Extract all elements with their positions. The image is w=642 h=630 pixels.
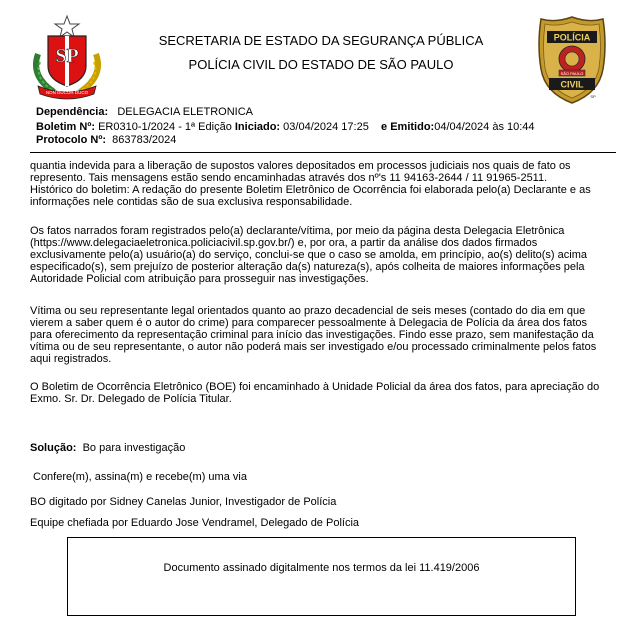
confere-line: Confere(m), assina(m) e recebe(m) uma via bbox=[33, 471, 247, 483]
dependencia-label: Dependência: bbox=[36, 106, 109, 118]
protocolo-value: 863783/2024 bbox=[112, 134, 177, 146]
divider bbox=[30, 152, 616, 153]
header-secretaria: SECRETARIA DE ESTADO DA SEGURANÇA PÚBLICA bbox=[158, 33, 484, 48]
text-line: Autoridade Policial com atribuição para prosseguir nas investigações. bbox=[30, 273, 369, 285]
prazo-paragraph bbox=[30, 305, 616, 365]
equipe-line: Equipe chefiada por Eduardo Jose Vendramel, Delegado de Polícia bbox=[30, 517, 360, 529]
solucao-label: Solução: bbox=[30, 442, 77, 454]
svg-text:CIVIL: CIVIL bbox=[560, 79, 584, 90]
svg-text:POLÍCIA: POLÍCIA bbox=[553, 32, 591, 43]
assinatura-text: Documento assinado digitalmente nos termos da lei 11.419/2006 bbox=[163, 562, 480, 574]
encaminhamento-paragraph bbox=[30, 381, 616, 405]
text-line: exclusivamente pelo(a) usuário(a) do serviço, conclui-se que o caso se amolda, em princípio, ao(s) delito(s) acima bbox=[30, 249, 587, 261]
svg-text:SP: SP bbox=[590, 94, 596, 99]
boletim-value: ER0310-1/2024 - 1ª Edição bbox=[98, 121, 232, 133]
text-line: quantia indevida para a liberação de supostos valores depositados em processos judiciais nos quais de fato os bbox=[30, 160, 571, 172]
text-line: aqui registrados. bbox=[30, 353, 112, 365]
dependencia-line bbox=[36, 106, 253, 118]
svg-text:NON DUCOR DUCO: NON DUCOR DUCO bbox=[45, 90, 89, 95]
protocolo-line bbox=[36, 134, 176, 146]
svg-text:SP: SP bbox=[55, 45, 79, 67]
svg-text:SÃO PAULO: SÃO PAULO bbox=[560, 71, 584, 76]
text-line: especificado(s), sem prejuízo de posterior alteração da(s) natureza(s), após colheita de maiores informações pela bbox=[30, 261, 585, 273]
boletim-line bbox=[36, 121, 535, 133]
text-line: vierem a saber quem é o autor do crime) para comparecer pessoalmente à Delegacia de Polícia da área dos fatos bbox=[30, 317, 588, 329]
iniciado-value: 03/04/2024 17:25 bbox=[283, 121, 369, 133]
policia-civil-badge-logo bbox=[537, 15, 607, 105]
historico-paragraph bbox=[30, 160, 616, 208]
text-line: vítima ou de seu representante, o autor não poderá mais ser investigado e/ou processado criminalmente pelos fatos bbox=[30, 341, 597, 353]
header-policia-civil: POLÍCIA CIVIL DO ESTADO DE SÃO PAULO bbox=[188, 57, 454, 72]
text-line: (https://www.delegaciaeletronica.policiacivil.sp.gov.br/) e, por ora, a partir da análise dos dados firmados bbox=[30, 237, 538, 249]
emitido-label: e Emitido: bbox=[381, 121, 435, 133]
text-line: Os fatos narrados foram registrados pelo(a) declarante/vítima, por meio da página desta Delegacia Eletrônica bbox=[30, 225, 565, 237]
protocolo-label: Protocolo Nº: bbox=[36, 134, 107, 146]
fatos-paragraph bbox=[30, 225, 616, 285]
text-line: Exmo. Sr. Dr. Delegado de Polícia Titular. bbox=[30, 393, 232, 405]
text-line: informações nele contidas são de sua exclusiva responsabilidade. bbox=[30, 196, 353, 208]
text-line: O Boletim de Ocorrência Eletrônico (BOE) foi encaminhado à Unidade Policial da área dos fatos, para apreciação do bbox=[30, 381, 600, 393]
assinatura-box bbox=[67, 537, 576, 616]
dependencia-value: DELEGACIA ELETRONICA bbox=[117, 106, 254, 118]
digitado-line: BO digitado por Sidney Canelas Junior, Investigador de Polícia bbox=[30, 496, 337, 508]
solucao-value: Bo para investigação bbox=[82, 442, 186, 454]
text-line: para oferecimento da representação criminal para início das investigações. Findo esse prazo, sem manifestação da bbox=[30, 329, 594, 341]
boletim-label: Boletim Nº: bbox=[36, 121, 96, 133]
iniciado-label: Iniciado: bbox=[234, 121, 281, 133]
text-line: represento. Tais mensagens estão sendo encaminhadas através dos nº's 11 94163-2644 / 11 91965-2511. bbox=[30, 172, 548, 184]
text-line: Vítima ou seu representante legal orientados quanto ao prazo decadencial de seis meses (contado do dia em que bbox=[30, 305, 586, 317]
solucao-line bbox=[30, 442, 185, 454]
emitido-value: 04/04/2024 às 10:44 bbox=[434, 121, 535, 133]
text-line: Histórico do boletim: A redação do presente Boletim Eletrônico de Ocorrência foi elaborada pelo(a) Declarante e as bbox=[30, 184, 591, 196]
